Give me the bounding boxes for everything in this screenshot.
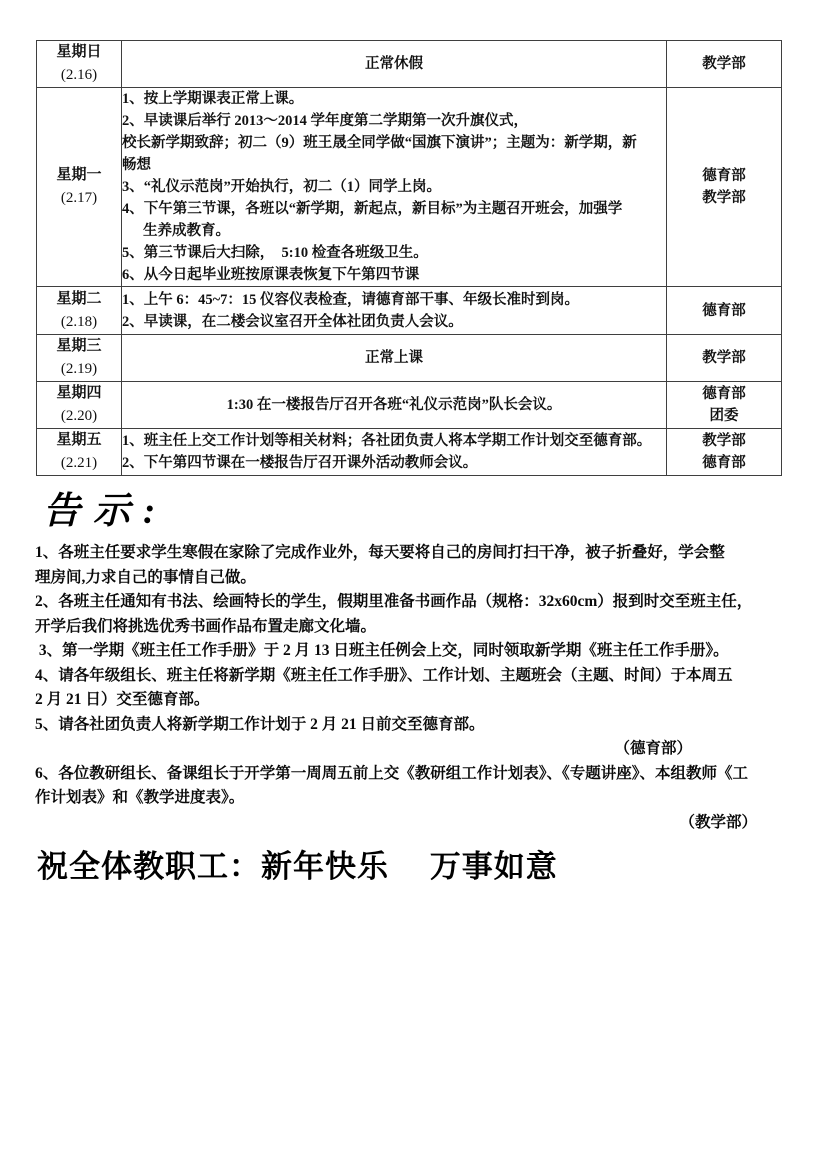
signature-deyu: （德育部） xyxy=(614,740,692,757)
content-line: 5、第三节课后大扫除， 5:10 检查各班级卫生。 xyxy=(122,245,428,261)
content-cell xyxy=(122,335,667,382)
notice-line: 作计划表》和《教学进度表》。 xyxy=(35,789,245,806)
day-label: 星期五 xyxy=(56,432,102,448)
content-cell xyxy=(122,41,667,88)
day-label: 星期一 xyxy=(56,167,102,183)
notice-line: 6、各位教研组长、备课组长于开学第一周周五前上交《教研组工作计划表》、《专题讲座》、本组教师《工 xyxy=(35,764,749,782)
department-label: 教学部 xyxy=(702,433,746,449)
department-label: 德育部 xyxy=(702,168,746,184)
department-label: 教学部 xyxy=(702,190,746,206)
department-cell xyxy=(667,335,782,382)
content-line: 1:30 在一楼报告厅召开各班“礼仪示范岗”队长会议。 xyxy=(226,397,562,413)
date-label: (2.20) xyxy=(60,408,98,424)
signature-jiaoxue: （教学部） xyxy=(679,813,757,831)
schedule-row-thursday xyxy=(37,382,782,429)
day-label: 星期二 xyxy=(56,290,102,307)
schedule-row-friday xyxy=(37,429,782,476)
day-cell xyxy=(37,41,122,88)
content-line: 正常休假 xyxy=(365,56,423,72)
content-line: 1、按上学期课表正常上课。 xyxy=(122,91,304,107)
content-line: 1、班主任上交工作计划等相关材料；各社团负责人将本学期工作计划交至德育部。 xyxy=(122,433,652,449)
department-label: 德育部 xyxy=(702,386,746,402)
department-cell xyxy=(667,429,782,476)
day-label: 星期日 xyxy=(56,44,102,60)
schedule-row-monday xyxy=(37,88,782,287)
content-line: 2、早读课，在二楼会议室召开全体社团负责人会议。 xyxy=(122,313,463,330)
department-cell xyxy=(667,382,782,429)
day-cell xyxy=(37,429,122,476)
content-line: 正常上课 xyxy=(365,350,423,366)
content-line: 3、“礼仪示范岗”开始执行，初二（1）同学上岗。 xyxy=(122,179,441,195)
date-label: (2.19) xyxy=(60,361,98,377)
schedule-row-tuesday xyxy=(37,287,782,335)
department-cell xyxy=(667,41,782,88)
content-line: 畅想 xyxy=(122,157,151,173)
day-cell xyxy=(37,287,122,335)
notice-line: 2 月 21 日）交至德育部。 xyxy=(35,691,210,708)
content-line: 2、下午第四节课在一楼报告厅召开课外活动教师会议。 xyxy=(122,455,478,471)
department-label: 教学部 xyxy=(702,350,746,366)
department-label: 教学部 xyxy=(702,56,746,72)
content-line: 4、下午第三节课，各班以“新学期，新起点，新目标”为主题召开班会，加强学 xyxy=(122,201,623,217)
content-line: 1、上午 6：45~7：15 仪容仪表检查，请德育部干事、年级长准时到岗。 xyxy=(122,291,580,308)
notice-line: 3、第一学期《班主任工作手册》于 2 月 13 日班主任例会上交，同时领取新学期《班主任工作手册》。 xyxy=(35,642,729,659)
date-label: (2.17) xyxy=(60,190,98,206)
day-label: 星期四 xyxy=(56,385,102,401)
content-line: 6、从今日起毕业班按原课表恢复下午第四节课 xyxy=(122,267,420,283)
department-cell xyxy=(667,88,782,287)
content-line: 校长新学期致辞；初二（9）班王晟全同学做“国旗下演讲”；主题为：新学期，新 xyxy=(122,135,637,151)
content-cell xyxy=(122,88,667,287)
department-cell xyxy=(667,287,782,335)
notice-line: 5、请各社团负责人将新学期工作计划于 2 月 21 日前交至德育部。 xyxy=(35,715,485,733)
notice-line: 理房间,力求自己的事情自己做。 xyxy=(35,568,256,586)
schedule-row-wednesday xyxy=(37,335,782,382)
date-label: (2.21) xyxy=(60,455,98,471)
content-line: 2、早读课后举行 2013～2014 学年度第二学期第一次升旗仪式， xyxy=(122,113,528,129)
notice-line: 1、各班主任要求学生寒假在家除了完成作业外，每天要将自己的房间打扫干净，被子折叠好，学会整 xyxy=(35,544,725,561)
date-label: (2.16) xyxy=(60,67,98,83)
department-label: 德育部 xyxy=(702,302,746,319)
content-line: 生养成教育。 xyxy=(143,223,230,239)
notice-line: 开学后我们将挑选优秀书画作品布置走廊文化墙。 xyxy=(35,617,377,635)
notice-heading: 告示: xyxy=(43,491,169,532)
notice-line: 2、各班主任通知有书法、绘画特长的学生，假期里准备书画作品（规格：32x60cm）报到时交至班主任， xyxy=(35,593,753,610)
weekly-schedule-table xyxy=(36,40,782,476)
day-cell xyxy=(37,88,122,287)
department-label: 德育部 xyxy=(702,455,746,471)
date-label: (2.18) xyxy=(60,313,98,330)
schedule-row-sunday xyxy=(37,41,782,88)
content-cell xyxy=(122,382,667,429)
notice-line: 4、请各年级组长、班主任将新学期《班主任工作手册》、工作计划、主题班会（主题、时间）于本周五 xyxy=(35,666,733,684)
day-label: 星期三 xyxy=(56,338,102,354)
department-label: 团委 xyxy=(709,408,739,424)
new-year-greeting: 祝全体教职工：新年快乐 万事如意 xyxy=(37,849,558,884)
day-cell xyxy=(37,382,122,429)
day-cell xyxy=(37,335,122,382)
content-cell xyxy=(122,287,667,335)
content-cell xyxy=(122,429,667,476)
notice-body xyxy=(35,541,795,835)
